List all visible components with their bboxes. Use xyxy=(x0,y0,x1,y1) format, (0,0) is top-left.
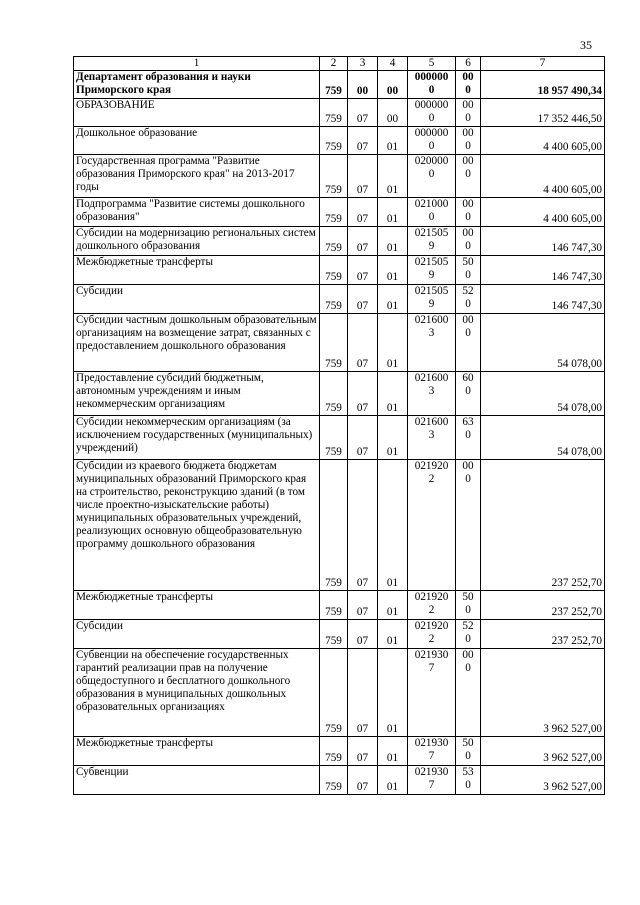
row-subsection-code: 01 xyxy=(378,591,408,620)
row-name: Государственная программа "Развитие образования Приморского края" на 2013-2017 годы xyxy=(74,155,320,198)
row-target-article-line2: 0 xyxy=(428,140,435,152)
row-target-article xyxy=(408,620,456,649)
row-name: Подпрограмма "Развитие системы дошкольного образования" xyxy=(74,198,320,227)
row-amount: 54 078,00 xyxy=(481,314,605,372)
row-section-code: 00 xyxy=(348,71,378,99)
row-name: Субвенции xyxy=(74,766,320,795)
row-expense-type xyxy=(456,99,481,127)
row-name: Предоставление субсидий бюджетным, автономным учреждениям и иным некоммерческим организациям xyxy=(74,372,320,416)
row-target-article xyxy=(408,127,456,155)
table-row xyxy=(74,372,605,416)
row-expense-type-line2: 0 xyxy=(465,473,471,485)
column-number-7: 7 xyxy=(481,57,605,71)
row-expense-type-line2: 0 xyxy=(465,168,471,180)
row-expense-type xyxy=(456,314,481,372)
row-section-code: 07 xyxy=(348,198,378,227)
row-section-code: 07 xyxy=(348,591,378,620)
row-subsection-code: 01 xyxy=(378,198,408,227)
column-number-5: 5 xyxy=(408,57,456,71)
row-ministry-code: 759 xyxy=(320,737,348,766)
row-ministry-code: 759 xyxy=(320,766,348,795)
row-expense-type xyxy=(456,460,481,591)
table-row xyxy=(74,416,605,460)
row-target-article xyxy=(408,314,456,372)
row-target-article xyxy=(408,285,456,314)
row-target-article-line2: 0 xyxy=(428,211,435,223)
row-expense-type xyxy=(456,71,481,99)
row-target-article-line2: 3 xyxy=(428,429,435,441)
row-target-article-line2: 2 xyxy=(428,604,435,616)
row-expense-type-line2: 0 xyxy=(465,269,471,281)
row-target-article xyxy=(408,71,456,99)
row-expense-type xyxy=(456,285,481,314)
row-section-code: 07 xyxy=(348,416,378,460)
row-section-code: 07 xyxy=(348,99,378,127)
table-row xyxy=(74,649,605,737)
row-expense-type xyxy=(456,256,481,285)
row-subsection-code: 01 xyxy=(378,227,408,256)
row-section-code: 07 xyxy=(348,285,378,314)
row-name: Субсидии xyxy=(74,620,320,649)
row-target-article-line2: 0 xyxy=(428,84,435,96)
row-section-code: 07 xyxy=(348,766,378,795)
row-ministry-code: 759 xyxy=(320,71,348,99)
row-subsection-code: 01 xyxy=(378,256,408,285)
table-row xyxy=(74,127,605,155)
row-target-article xyxy=(408,256,456,285)
row-expense-type-line2: 0 xyxy=(465,240,471,252)
row-expense-type-line1: 60 xyxy=(462,372,474,384)
row-amount: 237 252,70 xyxy=(481,591,605,620)
row-target-article-line2: 9 xyxy=(428,269,435,281)
row-expense-type-line2: 0 xyxy=(465,84,471,96)
row-subsection-code: 01 xyxy=(378,737,408,766)
row-name: Межбюджетные трансферты xyxy=(74,737,320,766)
row-expense-type-line2: 0 xyxy=(465,385,471,397)
row-ministry-code: 759 xyxy=(320,155,348,198)
row-section-code: 07 xyxy=(348,155,378,198)
table-row xyxy=(74,256,605,285)
row-section-code: 07 xyxy=(348,460,378,591)
row-target-article-line1: 021920 xyxy=(414,591,449,603)
row-amount: 18 957 490,34 xyxy=(481,71,605,99)
row-subsection-code: 01 xyxy=(378,649,408,737)
table-row xyxy=(74,99,605,127)
row-expense-type-line2: 0 xyxy=(465,662,471,674)
row-expense-type-line2: 0 xyxy=(465,604,471,616)
row-subsection-code: 00 xyxy=(378,71,408,99)
row-expense-type xyxy=(456,155,481,198)
row-amount: 17 352 446,50 xyxy=(481,99,605,127)
row-amount: 146 747,30 xyxy=(481,256,605,285)
row-subsection-code: 01 xyxy=(378,766,408,795)
row-amount: 54 078,00 xyxy=(481,416,605,460)
row-target-article xyxy=(408,372,456,416)
table-row xyxy=(74,766,605,795)
row-target-article xyxy=(408,460,456,591)
row-expense-type-line1: 00 xyxy=(462,198,474,210)
row-subsection-code: 01 xyxy=(378,314,408,372)
row-name: Субсидии на модернизацию региональных систем дошкольного образования xyxy=(74,227,320,256)
row-expense-type xyxy=(456,198,481,227)
row-name: Субсидии из краевого бюджета бюджетам муниципальных образований Приморского края на строительство, реконструкцию зданий (в том числе проектно-изыскательские работы) муниципальных образовательных учреждений, реализующих основную общеобразовательную программу дошкольного образования xyxy=(74,460,320,591)
row-expense-type-line1: 00 xyxy=(462,227,474,239)
row-expense-type-line1: 53 xyxy=(462,766,474,778)
row-name: Дошкольное образование xyxy=(74,127,320,155)
row-expense-type-line2: 0 xyxy=(465,211,471,223)
row-target-article-line1: 000000 xyxy=(414,99,449,111)
row-target-article-line1: 021930 xyxy=(414,649,449,661)
row-name: Субсидии некоммерческим организациям (за исключением государственных (муниципальных) учреждений) xyxy=(74,416,320,460)
row-amount: 237 252,70 xyxy=(481,460,605,591)
row-expense-type-line1: 52 xyxy=(462,285,474,297)
row-section-code: 07 xyxy=(348,127,378,155)
budget-table xyxy=(73,56,605,795)
row-name: Субсидии xyxy=(74,285,320,314)
row-subsection-code: 01 xyxy=(378,620,408,649)
row-subsection-code: 01 xyxy=(378,285,408,314)
row-expense-type-line1: 00 xyxy=(462,155,474,167)
row-target-article-line1: 000000 xyxy=(414,71,449,83)
row-amount: 4 400 605,00 xyxy=(481,155,605,198)
row-section-code: 07 xyxy=(348,649,378,737)
row-expense-type-line1: 00 xyxy=(462,127,474,139)
row-ministry-code: 759 xyxy=(320,591,348,620)
row-target-article xyxy=(408,227,456,256)
table-row xyxy=(74,227,605,256)
row-subsection-code: 01 xyxy=(378,155,408,198)
table-row xyxy=(74,620,605,649)
row-target-article xyxy=(408,649,456,737)
row-ministry-code: 759 xyxy=(320,460,348,591)
row-ministry-code: 759 xyxy=(320,256,348,285)
table-row xyxy=(74,460,605,591)
row-target-article-line2: 9 xyxy=(428,298,435,310)
row-subsection-code: 01 xyxy=(378,127,408,155)
row-expense-type-line2: 0 xyxy=(465,633,471,645)
row-expense-type-line2: 0 xyxy=(465,112,471,124)
row-target-article xyxy=(408,198,456,227)
row-section-code: 07 xyxy=(348,737,378,766)
table-row xyxy=(74,285,605,314)
row-section-code: 07 xyxy=(348,620,378,649)
row-ministry-code: 759 xyxy=(320,620,348,649)
row-target-article-line1: 021930 xyxy=(414,737,449,749)
column-number-1: 1 xyxy=(74,57,320,71)
row-target-article-line2: 0 xyxy=(428,168,435,180)
row-target-article-line1: 020000 xyxy=(414,155,449,167)
row-target-article-line2: 3 xyxy=(428,327,435,339)
row-expense-type-line2: 0 xyxy=(465,429,471,441)
row-ministry-code: 759 xyxy=(320,198,348,227)
row-target-article xyxy=(408,766,456,795)
row-expense-type-line1: 63 xyxy=(462,416,474,428)
row-expense-type xyxy=(456,372,481,416)
row-expense-type-line1: 00 xyxy=(462,314,474,326)
row-amount: 54 078,00 xyxy=(481,372,605,416)
row-subsection-code: 00 xyxy=(378,99,408,127)
row-ministry-code: 759 xyxy=(320,314,348,372)
row-target-article-line2: 7 xyxy=(428,662,435,674)
row-name: Субсидии частным дошкольным образовательным организациям на возмещение затрат, связанных с предоставлением дошкольного образования xyxy=(74,314,320,372)
row-ministry-code: 759 xyxy=(320,649,348,737)
row-expense-type-line2: 0 xyxy=(465,140,471,152)
column-number-6: 6 xyxy=(456,57,481,71)
row-amount: 3 962 527,00 xyxy=(481,649,605,737)
table-row xyxy=(74,314,605,372)
row-amount: 4 400 605,00 xyxy=(481,127,605,155)
row-amount: 3 962 527,00 xyxy=(481,737,605,766)
table-row xyxy=(74,591,605,620)
row-target-article-line1: 021600 xyxy=(414,416,449,428)
row-expense-type xyxy=(456,416,481,460)
row-target-article-line2: 7 xyxy=(428,750,435,762)
row-section-code: 07 xyxy=(348,372,378,416)
table-row xyxy=(74,737,605,766)
column-number-4: 4 xyxy=(378,57,408,71)
row-name: Межбюджетные трансферты xyxy=(74,256,320,285)
row-ministry-code: 759 xyxy=(320,227,348,256)
column-number-2: 2 xyxy=(320,57,348,71)
row-section-code: 07 xyxy=(348,314,378,372)
row-expense-type xyxy=(456,737,481,766)
row-expense-type-line1: 52 xyxy=(462,620,474,632)
row-target-article-line1: 021505 xyxy=(414,227,449,239)
row-ministry-code: 759 xyxy=(320,127,348,155)
row-target-article-line1: 021000 xyxy=(414,198,449,210)
row-amount: 146 747,30 xyxy=(481,227,605,256)
row-target-article xyxy=(408,416,456,460)
row-target-article xyxy=(408,737,456,766)
row-target-article-line2: 2 xyxy=(428,473,435,485)
row-expense-type-line1: 00 xyxy=(462,460,474,472)
row-expense-type xyxy=(456,766,481,795)
row-expense-type xyxy=(456,227,481,256)
row-amount: 237 252,70 xyxy=(481,620,605,649)
row-expense-type-line1: 00 xyxy=(462,71,474,83)
row-subsection-code: 01 xyxy=(378,416,408,460)
table-row xyxy=(74,155,605,198)
table-row xyxy=(74,71,605,99)
row-target-article-line1: 000000 xyxy=(414,127,449,139)
row-subsection-code: 01 xyxy=(378,460,408,591)
row-target-article xyxy=(408,99,456,127)
row-expense-type-line1: 50 xyxy=(462,591,474,603)
row-subsection-code: 01 xyxy=(378,372,408,416)
row-expense-type-line2: 0 xyxy=(465,327,471,339)
row-target-article-line2: 3 xyxy=(428,385,435,397)
row-ministry-code: 759 xyxy=(320,285,348,314)
row-expense-type xyxy=(456,620,481,649)
row-amount: 146 747,30 xyxy=(481,285,605,314)
column-number-3: 3 xyxy=(348,57,378,71)
row-expense-type xyxy=(456,591,481,620)
row-amount: 3 962 527,00 xyxy=(481,766,605,795)
row-target-article xyxy=(408,155,456,198)
row-section-code: 07 xyxy=(348,256,378,285)
row-target-article-line1: 021505 xyxy=(414,256,449,268)
row-target-article-line1: 021930 xyxy=(414,766,449,778)
row-target-article-line2: 7 xyxy=(428,779,435,791)
row-target-article-line1: 021920 xyxy=(414,620,449,632)
row-target-article xyxy=(408,591,456,620)
row-name: Департамент образования и науки Приморского края xyxy=(74,71,320,99)
row-name: Межбюджетные трансферты xyxy=(74,591,320,620)
row-target-article-line1: 021920 xyxy=(414,460,449,472)
row-target-article-line1: 021505 xyxy=(414,285,449,297)
row-target-article-line2: 0 xyxy=(428,112,435,124)
row-expense-type-line2: 0 xyxy=(465,750,471,762)
row-name: ОБРАЗОВАНИЕ xyxy=(74,99,320,127)
row-expense-type-line1: 50 xyxy=(462,256,474,268)
page-number: 35 xyxy=(580,38,592,52)
table-row xyxy=(74,198,605,227)
column-number-row xyxy=(74,57,605,71)
row-expense-type-line2: 0 xyxy=(465,779,471,791)
row-expense-type-line1: 00 xyxy=(462,649,474,661)
row-expense-type-line1: 00 xyxy=(462,99,474,111)
row-ministry-code: 759 xyxy=(320,99,348,127)
row-amount: 4 400 605,00 xyxy=(481,198,605,227)
row-ministry-code: 759 xyxy=(320,416,348,460)
row-ministry-code: 759 xyxy=(320,372,348,416)
row-section-code: 07 xyxy=(348,227,378,256)
row-target-article-line1: 021600 xyxy=(414,314,449,326)
row-expense-type xyxy=(456,127,481,155)
row-target-article-line2: 2 xyxy=(428,633,435,645)
row-target-article-line2: 9 xyxy=(428,240,435,252)
row-expense-type-line1: 50 xyxy=(462,737,474,749)
row-expense-type xyxy=(456,649,481,737)
row-expense-type-line2: 0 xyxy=(465,298,471,310)
row-target-article-line1: 021600 xyxy=(414,372,449,384)
row-name: Субвенции на обеспечение государственных гарантий реализации прав на получение общедоступного и бесплатного дошкольного образования в муниципальных дошкольных образовательных организациях xyxy=(74,649,320,737)
